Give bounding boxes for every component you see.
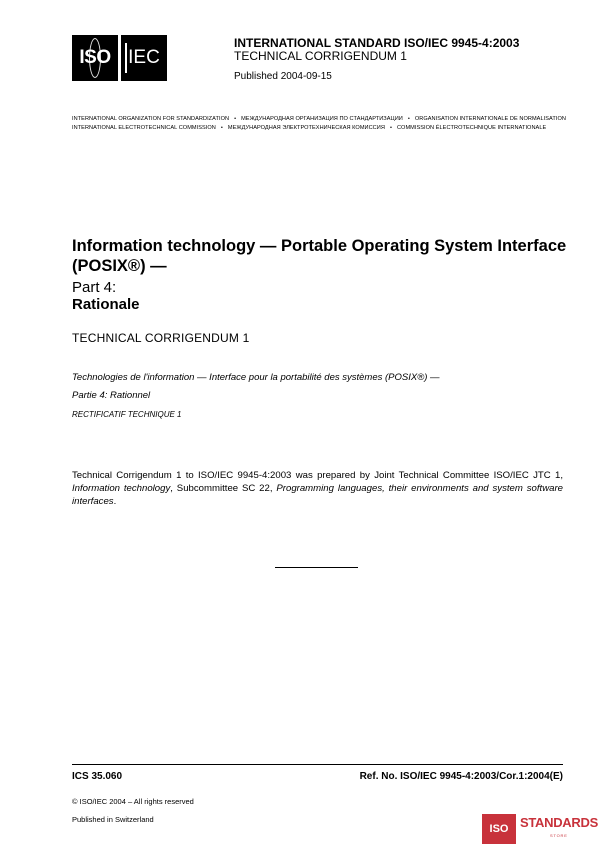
section-divider xyxy=(275,567,358,568)
org-iso-fr: ORGANISATION INTERNATIONALE DE NORMALISATION xyxy=(414,116,566,122)
part-number: Part 4: xyxy=(72,279,117,296)
document-title: Information technology — Portable Operating System Interface (POSIX®) — xyxy=(72,237,567,275)
iec-logo-text: IEC xyxy=(128,47,160,68)
org-iec-ru: МЕЖДУНАРОДНАЯ ЭЛЕКТРОТЕХНИЧЕСКАЯ КОМИССИЯ xyxy=(227,125,385,131)
separator: • xyxy=(407,116,410,122)
iso-logo xyxy=(72,35,118,81)
para-emphasis-1: Information technology xyxy=(72,483,171,494)
corrigendum-label: TECHNICAL CORRIGENDUM 1 xyxy=(234,49,407,63)
french-corrigendum: RECTIFICATIF TECHNIQUE 1 xyxy=(72,410,182,419)
iec-logo xyxy=(121,35,167,81)
intro-paragraph xyxy=(72,469,563,508)
technical-corrigendum-heading: TECHNICAL CORRIGENDUM 1 xyxy=(72,331,250,345)
part-title: Rationale xyxy=(72,296,140,313)
ics-code: ICS 35.060 xyxy=(72,771,123,782)
store-small-text: STORE xyxy=(550,833,568,838)
french-part: Partie 4: Rationnel xyxy=(72,390,151,401)
separator: • xyxy=(220,125,223,131)
store-word: STANDARDS xyxy=(520,815,598,830)
organizations-line-2 xyxy=(72,125,546,131)
organizations-line-1 xyxy=(72,116,566,122)
separator: • xyxy=(389,125,392,131)
para-text-1: Technical Corrigendum 1 to ISO/IEC 9945-4:2003 was prepared by Joint Technical Committee ISO/IEC JTC 1, xyxy=(72,470,563,481)
para-text-3: . xyxy=(113,496,117,507)
org-iso-en: INTERNATIONAL ORGANIZATION FOR STANDARDIZATION xyxy=(72,116,230,122)
published-date: Published 2004-09-15 xyxy=(234,71,332,82)
para-emphasis-2: Programming languages, their environments and system software interfaces xyxy=(72,483,564,507)
org-iso-ru: МЕЖДУНАРОДНАЯ ОРГАНИЗАЦИЯ ПО СТАНДАРТИЗАЦИИ xyxy=(241,116,403,122)
store-badge: ISO xyxy=(482,814,516,844)
copyright-notice: © ISO/IEC 2004 – All rights reserved xyxy=(72,797,194,806)
footer-rule xyxy=(72,764,563,765)
iso-logo-text: ISO xyxy=(79,47,111,68)
separator: • xyxy=(234,116,237,122)
standard-title: INTERNATIONAL STANDARD ISO/IEC 9945-4:2003 xyxy=(234,36,520,50)
org-iec-en: INTERNATIONAL ELECTROTECHNICAL COMMISSION xyxy=(72,125,216,131)
para-text-2: , Subcommittee SC 22, xyxy=(170,483,277,494)
french-title: Technologies de l'information — Interface pour la portabilité des systèmes (POSIX®) — xyxy=(72,372,440,383)
reference-number: Ref. No. ISO/IEC 9945-4:2003/Cor.1:2004(E) xyxy=(359,771,563,782)
published-in: Published in Switzerland xyxy=(72,815,154,824)
iso-standards-store-logo[interactable] xyxy=(482,812,600,846)
org-iec-fr: COMMISSION ÉLECTROTECHNIQUE INTERNATIONALE xyxy=(396,125,547,131)
